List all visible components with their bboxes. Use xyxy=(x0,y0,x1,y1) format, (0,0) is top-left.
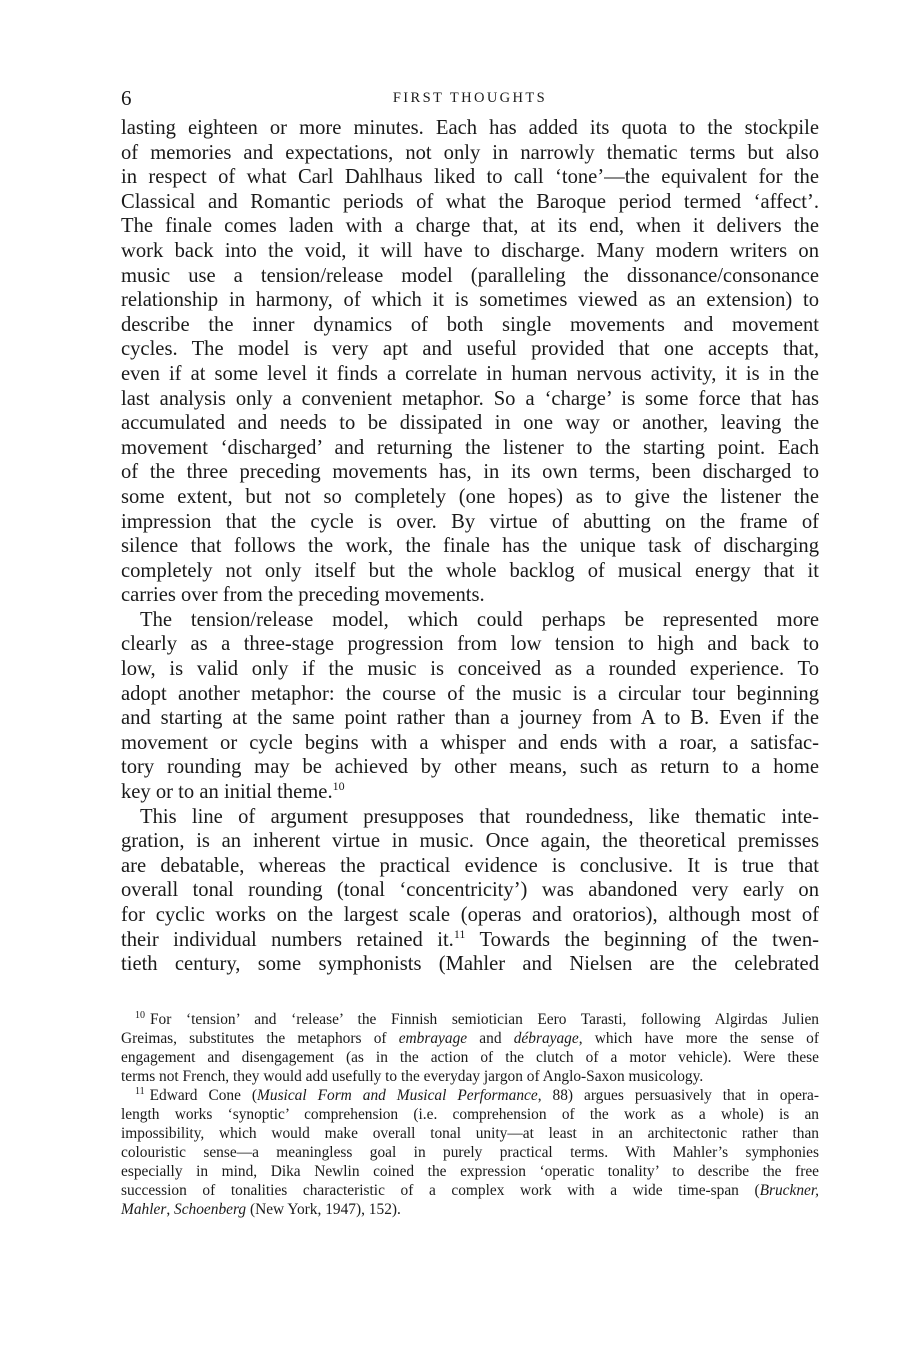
italic-title: Mahler xyxy=(121,1201,167,1218)
italic-title: Schoenberg xyxy=(174,1201,247,1218)
text-fragment: Edward Cone ( xyxy=(149,1087,258,1104)
text-line: accumulated and needs to be dissipated in one way or another, leaving the xyxy=(121,412,819,435)
text-fragment: Greimas, substitutes the metaphors of xyxy=(121,1030,399,1047)
text-line: movement or cycle begins with a whisper and ends with a roar, a satisfac- xyxy=(121,731,819,754)
text-line: movement ‘discharged’ and returning the listener to the starting point. Each xyxy=(121,436,819,459)
footnote-line: engagement and disengagement (as in the action of the clutch of a motor vehicle). Were these xyxy=(121,1049,819,1066)
italic-title: Musical Form and Musical Performance xyxy=(257,1087,538,1104)
text-fragment: For ‘tension’ and ‘release’ the Finnish semiotician Eero Tarasti, following Algirdas Julien xyxy=(150,1011,819,1028)
footnote-line: length works ‘synoptic’ comprehension (i.e. comprehension of the work as a whole) is an xyxy=(121,1106,819,1123)
text-line: impression that the cycle is over. By virtue of abutting on the frame of xyxy=(121,510,819,533)
text-line: cycles. The model is very apt and useful provided that one accepts that, xyxy=(121,338,819,361)
text-line: music use a tension/release model (paralleling the dissonance/consonance xyxy=(121,264,819,287)
text-fragment: key or to an initial theme. xyxy=(121,781,333,804)
text-line: some extent, but not so completely (one hopes) as to give the listener the xyxy=(121,485,819,508)
text-line: carries over from the preceding movements. xyxy=(121,584,485,607)
italic-title: Bruckner, xyxy=(759,1182,819,1199)
running-title: FIRST THOUGHTS xyxy=(392,90,548,106)
footnote-line: especially in mind, Dika Newlin coined the expression ‘operatic tonality’ to describe the free xyxy=(121,1163,819,1180)
footnote-line xyxy=(121,1010,819,1029)
footnote-10 xyxy=(121,1010,819,1086)
text-fragment: , xyxy=(166,1201,175,1218)
text-line: low, is valid only if the music is conceived as a rounded experience. To xyxy=(121,658,819,681)
footnote-ref-11[interactable]: 11 xyxy=(453,926,466,941)
text-line: completely not only itself but the whole backlog of musical energy that it xyxy=(121,559,819,582)
text-line: and starting at the same point rather than a journey from A to B. Even if the xyxy=(121,707,819,730)
text-line: are debatable, whereas the practical evidence is conclusive. It is true that xyxy=(121,854,819,877)
text-line: of the three preceding movements has, in its own terms, been discharged to xyxy=(121,461,819,484)
text-line: The finale comes laden with a charge that, at its end, when it delivers the xyxy=(121,215,819,238)
text-line: This line of argument presupposes that roundedness, like thematic inte- xyxy=(140,805,819,828)
text-line: The tension/release model, which could perhaps be represented more xyxy=(140,608,819,631)
text-fragment: their individual numbers retained it. xyxy=(121,928,454,951)
text-fragment: and xyxy=(467,1030,514,1047)
text-line: gration, is an inherent virtue in music. Once again, the theoretical premisses xyxy=(121,830,819,853)
text-line xyxy=(121,928,819,953)
text-line: silence that follows the work, the finale has the unique task of discharging xyxy=(121,535,819,558)
text-line: last analysis only a convenient metaphor. So a ‘charge’ is some force that has xyxy=(121,387,819,410)
text-line: overall tonal rounding (tonal ‘concentricity’) was abandoned very early on xyxy=(121,879,819,902)
text-fragment: succession of tonalities characteristic of a complex work with a wide time-span ( xyxy=(121,1182,760,1199)
footnote-line xyxy=(121,1029,819,1048)
text-line: work back into the void, it will have to discharge. Many modern writers on xyxy=(121,239,819,262)
footnote-marker: 10 xyxy=(135,1010,145,1021)
text-line: tieth century, some symphonists (Mahler and Nielsen are the celebrated xyxy=(121,953,819,976)
footnote-line xyxy=(121,1181,819,1200)
text-fragment: (New York, 1947), 152). xyxy=(246,1201,401,1218)
footnote-line xyxy=(121,1200,819,1219)
text-line xyxy=(121,780,819,805)
text-line: even if at some level it finds a correlate in human nervous activity, it is in the xyxy=(121,362,819,385)
main-text xyxy=(121,116,819,977)
text-fragment: Towards the beginning of the twen- xyxy=(465,928,819,951)
text-fragment: , which have more the sense of xyxy=(578,1030,819,1047)
footnote-marker: 11 xyxy=(135,1086,145,1097)
text-line: in respect of what Carl Dahlhaus liked to call ‘tone’—the equivalent for the xyxy=(121,166,819,189)
text-line: clearly as a three-stage progression from low tension to high and back to xyxy=(121,633,819,656)
text-line: of memories and expectations, not only in narrowly thematic terms but also xyxy=(121,141,819,164)
text-line: for cyclic works on the largest scale (operas and oratorios), although most of xyxy=(121,904,819,926)
italic-term: embrayage xyxy=(398,1030,468,1047)
footnote-line xyxy=(121,1086,819,1105)
page-number: 6 xyxy=(121,86,132,110)
footnote-line: colouristic sense—a meaningless goal in purely practical terms. With Mahler’s symphonies xyxy=(121,1144,819,1161)
footnote-line: impossibility, which would make overall tonal unity—at least in an architectonic rather than xyxy=(121,1125,819,1142)
text-line: describe the inner dynamics of both single movements and movement xyxy=(121,313,819,336)
text-line: relationship in harmony, of which it is sometimes viewed as an extension) to xyxy=(121,289,819,312)
footnote-line: terms not French, they would add usefully to the everyday jargon of Anglo-Saxon musicology. xyxy=(121,1068,704,1085)
text-line: tory rounding may be achieved by other means, such as return to a home xyxy=(121,756,819,779)
italic-term: débrayage xyxy=(513,1030,579,1047)
text-line: lasting eighteen or more minutes. Each has added its quota to the stockpile xyxy=(121,117,819,139)
footnotes xyxy=(121,1010,819,1219)
footnote-ref-10[interactable]: 10 xyxy=(332,779,345,794)
text-line: Classical and Romantic periods of what the Baroque period termed ‘affect’. xyxy=(121,190,819,213)
running-head xyxy=(121,86,819,110)
text-line: adopt another metaphor: the course of the music is a circular tour beginning xyxy=(121,682,819,705)
footnote-11 xyxy=(121,1086,819,1219)
text-fragment: , 88) argues persuasively that in opera- xyxy=(537,1087,820,1104)
